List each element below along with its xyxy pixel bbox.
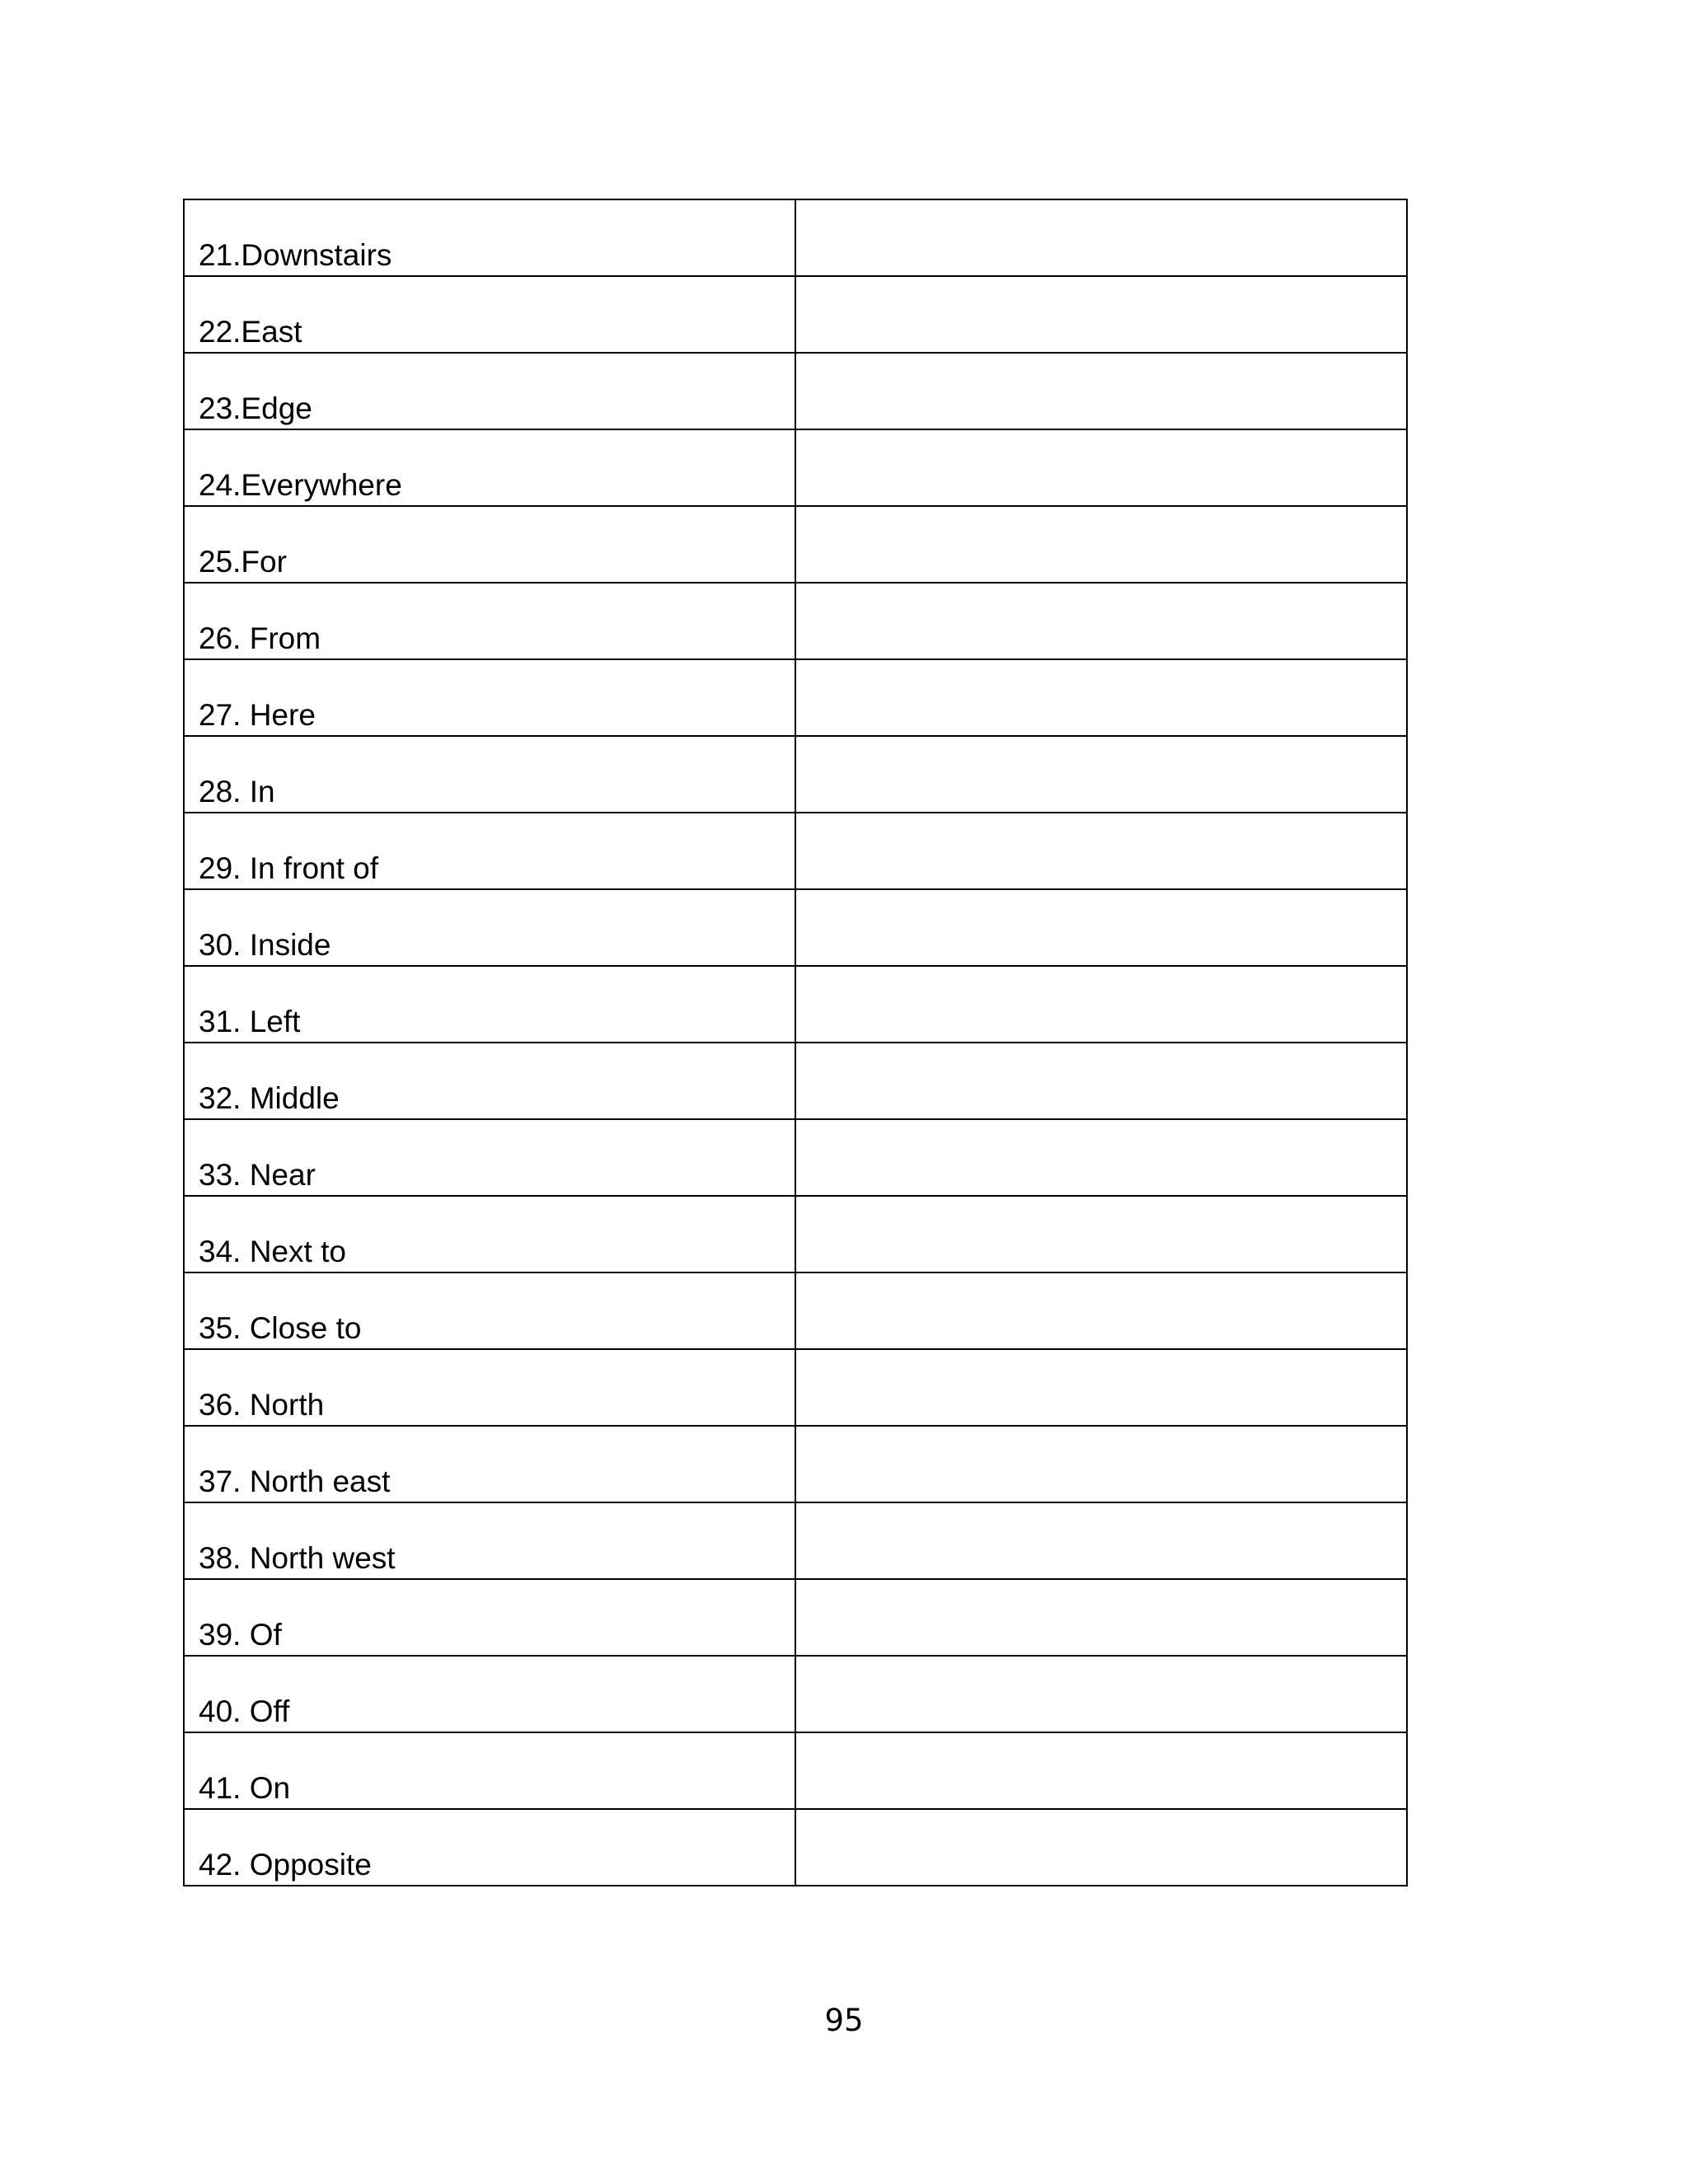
word-cell <box>184 583 795 659</box>
answer-cell[interactable] <box>795 1196 1407 1272</box>
answer-text <box>796 1498 1406 1502</box>
word-label: 39. Of <box>199 1618 282 1652</box>
word-label: 21.Downstairs <box>199 238 392 272</box>
table-row <box>184 1656 1407 1732</box>
word-label: 32. Middle <box>199 1081 340 1115</box>
word-label: 38. North west <box>199 1541 396 1575</box>
word-label: 25.For <box>199 545 287 579</box>
word-label: 24.Everywhere <box>199 468 402 502</box>
word-cell <box>184 429 795 506</box>
answer-text <box>796 1038 1406 1042</box>
word-cell <box>184 889 795 966</box>
word-label: 27. Here <box>199 698 316 732</box>
answer-cell[interactable] <box>795 1809 1407 1886</box>
answer-cell[interactable] <box>795 353 1407 429</box>
table-row <box>184 1502 1407 1579</box>
word-label: 29. In front of <box>199 851 379 885</box>
answer-text <box>796 1805 1406 1808</box>
answer-text <box>796 962 1406 965</box>
word-cell <box>184 1809 795 1886</box>
word-label: 41. On <box>199 1771 291 1805</box>
answer-cell[interactable] <box>795 1732 1407 1809</box>
answer-text <box>796 655 1406 658</box>
word-cell <box>184 1349 795 1426</box>
table-row <box>184 199 1407 276</box>
answer-text <box>796 1882 1406 1885</box>
table-row <box>184 353 1407 429</box>
table-row <box>184 1119 1407 1196</box>
table-row <box>184 966 1407 1043</box>
word-label: 36. North <box>199 1388 325 1422</box>
answer-text <box>796 1192 1406 1195</box>
table-row <box>184 1426 1407 1502</box>
word-label: 28. In <box>199 775 275 808</box>
answer-cell[interactable] <box>795 1502 1407 1579</box>
answer-text <box>796 1115 1406 1118</box>
answer-text <box>796 1422 1406 1425</box>
word-cell <box>184 506 795 583</box>
answer-cell[interactable] <box>795 1043 1407 1119</box>
word-label: 23.Edge <box>199 391 312 425</box>
word-label: 33. Near <box>199 1158 316 1192</box>
word-label: 26. From <box>199 621 321 655</box>
word-cell <box>184 1196 795 1272</box>
answer-cell[interactable] <box>795 1656 1407 1732</box>
word-cell <box>184 1656 795 1732</box>
answer-text <box>796 1652 1406 1655</box>
answer-text <box>796 272 1406 275</box>
answer-cell[interactable] <box>795 966 1407 1043</box>
word-cell <box>184 1732 795 1809</box>
table-row <box>184 736 1407 813</box>
answer-text <box>796 885 1406 888</box>
answer-text <box>796 1345 1406 1348</box>
answer-text <box>796 732 1406 735</box>
answer-cell[interactable] <box>795 583 1407 659</box>
word-label: 30. Inside <box>199 928 331 962</box>
word-cell <box>184 813 795 889</box>
word-label: 42. Opposite <box>199 1848 372 1882</box>
answer-text <box>796 1575 1406 1578</box>
answer-text <box>796 579 1406 582</box>
answer-cell[interactable] <box>795 429 1407 506</box>
word-label: 34. Next to <box>199 1235 346 1268</box>
word-label: 37. North east <box>199 1465 391 1498</box>
answer-text <box>796 425 1406 429</box>
answer-cell[interactable] <box>795 889 1407 966</box>
vocabulary-table-body <box>184 199 1407 1886</box>
word-cell <box>184 1119 795 1196</box>
word-cell <box>184 1426 795 1502</box>
table-row <box>184 889 1407 966</box>
answer-text <box>796 1268 1406 1272</box>
table-row <box>184 429 1407 506</box>
answer-cell[interactable] <box>795 506 1407 583</box>
table-row <box>184 1579 1407 1656</box>
word-cell <box>184 353 795 429</box>
table-row <box>184 1809 1407 1886</box>
word-cell <box>184 1579 795 1656</box>
table-row <box>184 1196 1407 1272</box>
answer-cell[interactable] <box>795 276 1407 353</box>
table-row <box>184 1272 1407 1349</box>
answer-text <box>796 808 1406 812</box>
answer-cell[interactable] <box>795 659 1407 736</box>
word-cell <box>184 736 795 813</box>
table-row <box>184 1732 1407 1809</box>
answer-text <box>796 349 1406 352</box>
word-cell <box>184 1272 795 1349</box>
vocabulary-table <box>183 199 1408 1886</box>
answer-cell[interactable] <box>795 199 1407 276</box>
word-cell <box>184 199 795 276</box>
word-label: 31. Left <box>199 1005 301 1038</box>
table-row <box>184 583 1407 659</box>
table-row <box>184 1043 1407 1119</box>
word-cell <box>184 1502 795 1579</box>
word-label: 35. Close to <box>199 1311 362 1345</box>
answer-cell[interactable] <box>795 813 1407 889</box>
answer-cell[interactable] <box>795 736 1407 813</box>
page-number: 95 <box>824 2003 864 2038</box>
word-label: 22.East <box>199 315 302 349</box>
answer-cell[interactable] <box>795 1426 1407 1502</box>
word-cell <box>184 966 795 1043</box>
table-row <box>184 506 1407 583</box>
answer-cell[interactable] <box>795 1349 1407 1426</box>
answer-text <box>796 1728 1406 1732</box>
word-cell <box>184 1043 795 1119</box>
table-row <box>184 1349 1407 1426</box>
word-cell <box>184 659 795 736</box>
answer-cell[interactable] <box>795 1272 1407 1349</box>
answer-cell[interactable] <box>795 1579 1407 1656</box>
answer-cell[interactable] <box>795 1119 1407 1196</box>
table-row <box>184 813 1407 889</box>
table-row <box>184 659 1407 736</box>
answer-text <box>796 502 1406 505</box>
word-label: 40. Off <box>199 1694 290 1728</box>
word-cell <box>184 276 795 353</box>
table-row <box>184 276 1407 353</box>
